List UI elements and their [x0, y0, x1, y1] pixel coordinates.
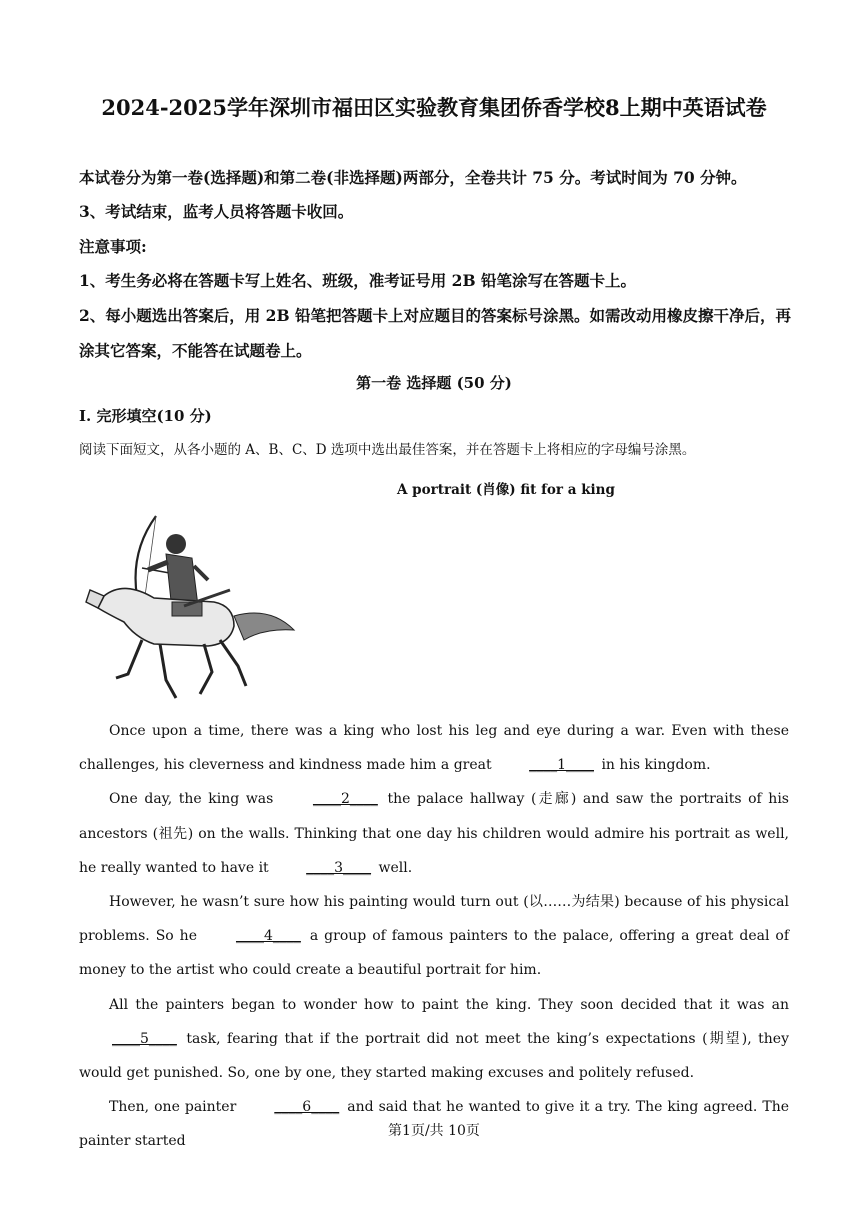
part-heading: I. 完形填空(10 分) [79, 407, 212, 425]
exam-end-note: 3、考试结束，监考人员将答题卡收回。 [79, 202, 354, 221]
notice-item-2: 2、每小题选出答案后，用 2B 铅笔把答题卡上对应题目的答案标号涂黑。如需改动用橡皮擦干净后，再涂其它答案，不能答在试题卷上。 [79, 306, 791, 360]
blank-5: ____5____ [112, 1030, 177, 1047]
paragraph-text: However, he wasn’t sure how his painting would turn out (以……为结果) because of his physical problems. So he [79, 894, 789, 945]
passage-paragraph [79, 782, 789, 885]
exam-title: 2024-2025学年深圳市福田区实验教育集团侨香学校8上期中英语试卷 [101, 95, 767, 120]
mounted-archer-illustration [84, 510, 298, 704]
blank-1: ____1____ [529, 757, 594, 774]
exam-overview-note: 本试卷分为第一卷(选择题)和第二卷(非选择题)两部分，全卷共计 75 分。考试时间为 70 分钟。 [79, 168, 747, 187]
section-title: 第一卷 选择题 (50 分) [356, 374, 512, 392]
notice-heading: 注意事项: [79, 237, 147, 256]
paragraph-text: and said that he wanted to give it a try. The king agreed. The painter started [79, 1099, 790, 1150]
page-footer: 第1页/共 10页 [388, 1123, 480, 1139]
blank-2: ____2____ [312, 791, 378, 808]
passage-paragraph [79, 988, 789, 1091]
blank-3: ____3____ [306, 859, 372, 876]
paragraph-text: well. [374, 859, 413, 876]
passage-title: A portrait (肖像) fit for a king [397, 482, 615, 498]
paragraph-text: task, fearing that if the portrait did not meet the king’s expectations (期望), they would get punished. So, one by one, they started making excuses and politely refused. [79, 1030, 789, 1082]
paragraph-text: a group of famous painters to the palace, offering a great deal of money to the artist who could create a beautiful portrait for him. [79, 928, 790, 979]
notice-item-1: 1、考生务必将在答题卡写上姓名、班级，准考证号用 2B 铅笔涂写在答题卡上。 [79, 271, 636, 290]
paragraph-text: the palace hallway (走廊) and saw the portraits of his ancestors (祖先) on the walls. Thinking that one day his children would admire his portrait as well, he really wanted to have it [79, 791, 789, 876]
paragraph-text: One day, the king was [109, 791, 280, 808]
passage-paragraph [79, 714, 789, 782]
passage-body [79, 714, 789, 1159]
paragraph-text: Then, one painter [109, 1099, 242, 1116]
paragraph-text: in his kingdom. [597, 757, 711, 774]
cloze-instruction: 阅读下面短文，从各小题的 A、B、C、D 选项中选出最佳答案，并在答题卡上将相应的字母编号涂黑。 [79, 442, 696, 458]
paragraph-text: All the painters began to wonder how to paint the king. They soon decided that it was an [109, 996, 789, 1013]
paragraph-text: Once upon a time, there was a king who lost his leg and eye during a war. Even with these challenges, his cleverness and kindness made him a great [79, 723, 789, 774]
passage-paragraph [79, 885, 789, 988]
blank-6: ____6____ [274, 1099, 340, 1116]
blank-4: ____4____ [235, 928, 301, 945]
